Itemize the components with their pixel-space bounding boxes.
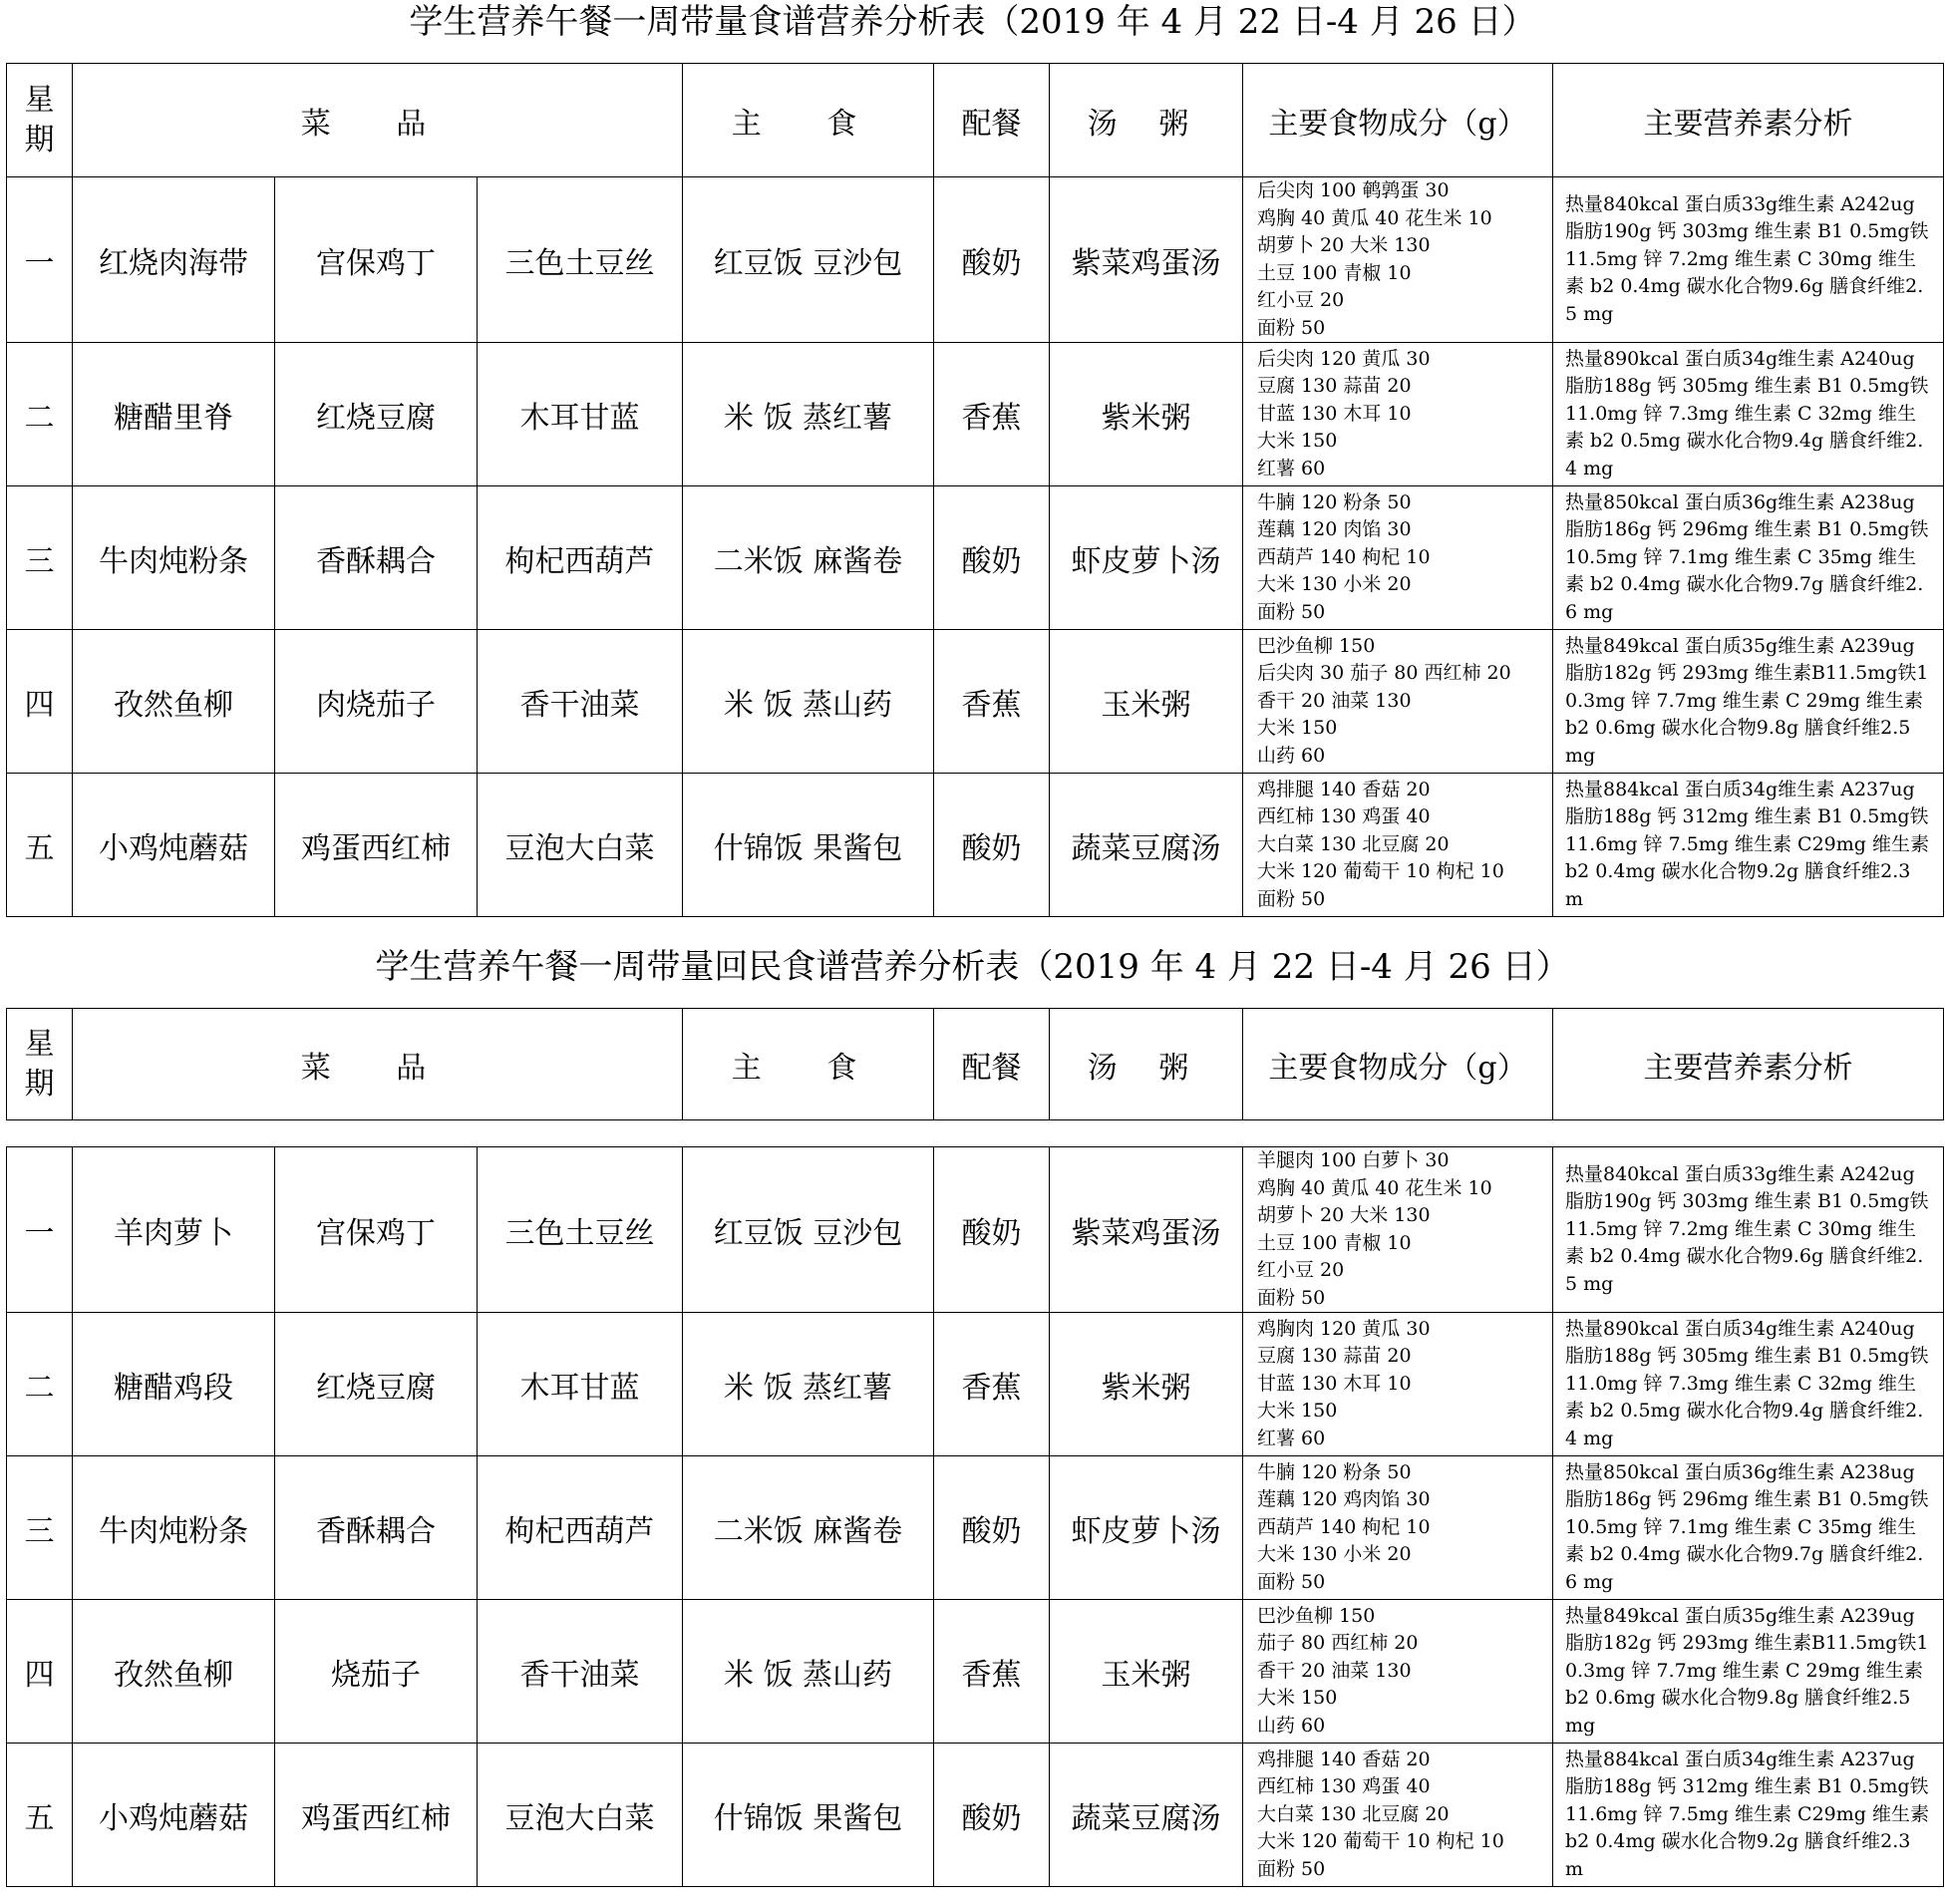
ingredient-line: 莲藕 120 肉馅 30 xyxy=(1257,518,1412,541)
header-soup-label: 汤 粥 xyxy=(1087,106,1205,142)
dish-cell: 孜然鱼柳 xyxy=(73,630,275,774)
dish-cell: 红烧豆腐 xyxy=(275,343,478,486)
ingredient-line: 鸡胸肉 120 黄瓜 30 xyxy=(1257,1317,1431,1340)
ingredient-line: 大米 150 xyxy=(1257,1400,1338,1423)
header-soup-label: 汤 粥 xyxy=(1087,1050,1205,1086)
ingredient-line: 大米 120 葡萄干 10 枸杞 10 xyxy=(1257,860,1504,883)
ingredient-line: 后尖肉 100 鹌鹑蛋 30 xyxy=(1257,179,1450,201)
header-staple xyxy=(683,1009,934,1120)
dish-cell: 三色土豆丝 xyxy=(478,177,683,343)
ingredient-line: 茄子 80 西红柿 20 xyxy=(1257,1632,1419,1655)
ingredient-line: 鸡排腿 140 香菇 20 xyxy=(1257,1747,1431,1770)
ingredient-line: 甘蓝 130 木耳 10 xyxy=(1257,1372,1412,1395)
side-cell: 香蕉 xyxy=(934,343,1050,486)
header-staple xyxy=(683,64,934,177)
soup-cell: 虾皮萝卜汤 xyxy=(1050,486,1243,630)
dish-cell: 香酥耦合 xyxy=(275,486,478,630)
ingredient-line: 大米 150 xyxy=(1257,717,1338,740)
table-row xyxy=(7,1744,1944,1887)
dish-cell: 枸杞西葫芦 xyxy=(478,1456,683,1600)
header-row xyxy=(7,1009,1944,1120)
table-row xyxy=(7,1600,1944,1744)
ingredient-line: 西葫芦 140 枸杞 10 xyxy=(1257,545,1431,568)
dish-cell: 鸡蛋西红柿 xyxy=(275,1744,478,1887)
table-row xyxy=(7,343,1944,486)
side-cell: 酸奶 xyxy=(934,177,1050,343)
soup-cell: 虾皮萝卜汤 xyxy=(1050,1456,1243,1600)
ingredient-line: 山药 60 xyxy=(1257,744,1326,767)
ingredient-line: 后尖肉 30 茄子 80 西红柿 20 xyxy=(1257,662,1511,685)
nutrition-cell: 热量884kcal 蛋白质34g维生素 A237ug脂肪188g 钙 312mg 维生素 B1 0.5mg铁 11.6mg 锌 7.5mg 维生素 C29mg 维生素 b2 0.4mg 碳水化合物9.2g 膳食纤维2.3 m xyxy=(1553,1744,1944,1887)
header-day xyxy=(7,1009,73,1120)
ingredient-line: 羊腿肉 100 白萝卜 30 xyxy=(1257,1149,1450,1171)
ingredients-cell xyxy=(1243,1313,1553,1456)
side-cell: 酸奶 xyxy=(934,1147,1050,1313)
day-cell: 一 xyxy=(7,177,73,343)
staple-cell: 红豆饭 豆沙包 xyxy=(683,177,934,343)
ingredient-line: 巴沙鱼柳 150 xyxy=(1257,1604,1376,1627)
nutrition-cell: 热量850kcal 蛋白质36g维生素 A238ug脂肪186g 钙 296mg 维生素 B1 0.5mg铁 10.5mg 锌 7.1mg 维生素 C 35mg 维生素 b2 0.4mg 碳水化合物9.7g 膳食纤维2.6 mg xyxy=(1553,486,1944,630)
staple-cell: 米 饭 蒸山药 xyxy=(683,1600,934,1744)
dish-cell: 牛肉炖粉条 xyxy=(73,1456,275,1600)
ingredient-line: 牛腩 120 粉条 50 xyxy=(1257,490,1412,513)
day-cell: 一 xyxy=(7,1147,73,1313)
ingredient-line: 大白菜 130 北豆腐 20 xyxy=(1257,832,1450,855)
header-dishes-label: 菜 品 xyxy=(300,106,455,142)
ingredient-line: 甘蓝 130 木耳 10 xyxy=(1257,402,1412,425)
table-title: 学生营养午餐一周带量食谱营养分析表（2019 年 4 月 22 日-4 月 26 日） xyxy=(409,2,1536,42)
ingredient-line: 豆腐 130 蒜苗 20 xyxy=(1257,375,1412,398)
staple-cell: 米 饭 蒸山药 xyxy=(683,630,934,774)
ingredient-line: 鸡排腿 140 香菇 20 xyxy=(1257,778,1431,800)
dish-cell: 鸡蛋西红柿 xyxy=(275,774,478,917)
nutrition-cell: 热量890kcal 蛋白质34g维生素 A240ug脂肪188g 钙 305mg 维生素 B1 0.5mg铁 11.0mg 锌 7.3mg 维生素 C 32mg 维生素 b2 0.5mg 碳水化合物9.4g 膳食纤维2.4 mg xyxy=(1553,1313,1944,1456)
ingredient-line: 红薯 60 xyxy=(1257,1427,1326,1449)
nutrition-cell: 热量850kcal 蛋白质36g维生素 A238ug脂肪186g 钙 296mg 维生素 B1 0.5mg铁 10.5mg 锌 7.1mg 维生素 C 35mg 维生素 b2 0.4mg 碳水化合物9.7g 膳食纤维2.6 mg xyxy=(1553,1456,1944,1600)
header-side-label: 配餐 xyxy=(961,106,1022,142)
ingredient-line: 香干 20 油菜 130 xyxy=(1257,1659,1412,1682)
ingredient-line: 大米 120 葡萄干 10 枸杞 10 xyxy=(1257,1830,1504,1853)
day-cell: 四 xyxy=(7,1600,73,1744)
ingredient-line: 牛腩 120 粉条 50 xyxy=(1257,1460,1412,1483)
nutrition-cell: 热量849kcal 蛋白质35g维生素 A239ug脂肪182g 钙 293mg 维生素B11.5mg铁10.3mg 锌 7.7mg 维生素 C 29mg 维生素 b2 0.6mg 碳水化合物9.8g 膳食纤维2.5 mg xyxy=(1553,630,1944,774)
header-row xyxy=(7,64,1944,177)
table-row xyxy=(7,630,1944,774)
side-cell: 香蕉 xyxy=(934,630,1050,774)
header-side xyxy=(934,1009,1050,1120)
table-row xyxy=(7,1313,1944,1456)
soup-cell: 蔬菜豆腐汤 xyxy=(1050,1744,1243,1887)
dish-cell: 肉烧茄子 xyxy=(275,630,478,774)
menu-table xyxy=(6,63,1944,917)
header-soup xyxy=(1050,1009,1243,1120)
ingredient-line: 大白菜 130 北豆腐 20 xyxy=(1257,1802,1450,1825)
ingredient-line: 胡萝卜 20 大米 130 xyxy=(1257,234,1431,256)
header-dishes xyxy=(73,1009,683,1120)
dish-cell: 香酥耦合 xyxy=(275,1456,478,1600)
soup-cell: 玉米粥 xyxy=(1050,630,1243,774)
dish-cell: 豆泡大白菜 xyxy=(478,774,683,917)
ingredient-line: 面粉 50 xyxy=(1257,600,1326,623)
ingredients-cell xyxy=(1243,774,1553,917)
ingredient-line: 面粉 50 xyxy=(1257,1570,1326,1593)
side-cell: 酸奶 xyxy=(934,1744,1050,1887)
side-cell: 香蕉 xyxy=(934,1600,1050,1744)
dish-cell: 木耳甘蓝 xyxy=(478,343,683,486)
dish-cell: 红烧肉海带 xyxy=(73,177,275,343)
header-ingredients-label: 主要食物成分（g） xyxy=(1268,106,1527,142)
header-side-label: 配餐 xyxy=(961,1050,1022,1086)
side-cell: 香蕉 xyxy=(934,1313,1050,1456)
dish-cell: 豆泡大白菜 xyxy=(478,1744,683,1887)
ingredients-cell xyxy=(1243,486,1553,630)
dish-cell: 小鸡炖蘑菇 xyxy=(73,1744,275,1887)
dish-cell: 羊肉萝卜 xyxy=(73,1147,275,1313)
soup-cell: 紫米粥 xyxy=(1050,1313,1243,1456)
header-nutrition xyxy=(1553,1009,1944,1120)
ingredient-line: 面粉 50 xyxy=(1257,316,1326,339)
staple-cell: 什锦饭 果酱包 xyxy=(683,1744,934,1887)
ingredient-line: 胡萝卜 20 大米 130 xyxy=(1257,1204,1431,1226)
dish-cell: 三色土豆丝 xyxy=(478,1147,683,1313)
table-row xyxy=(7,486,1944,630)
soup-cell: 紫菜鸡蛋汤 xyxy=(1050,177,1243,343)
ingredient-line: 面粉 50 xyxy=(1257,1286,1326,1309)
header-nutrition xyxy=(1553,64,1944,177)
soup-cell: 玉米粥 xyxy=(1050,1600,1243,1744)
dish-cell: 香干油菜 xyxy=(478,630,683,774)
staple-cell: 米 饭 蒸红薯 xyxy=(683,343,934,486)
header-dishes-label: 菜 品 xyxy=(300,1050,455,1086)
ingredients-cell xyxy=(1243,177,1553,343)
table-row xyxy=(7,1456,1944,1600)
staple-cell: 二米饭 麻酱卷 xyxy=(683,1456,934,1600)
ingredient-line: 鸡胸 40 黄瓜 40 花生米 10 xyxy=(1257,1176,1492,1199)
header-day xyxy=(7,64,73,177)
ingredient-line: 鸡胸 40 黄瓜 40 花生米 10 xyxy=(1257,206,1492,229)
nutrition-cell: 热量840kcal 蛋白质33g维生素 A242ug脂肪190g 钙 303mg 维生素 B1 0.5mg铁 11.5mg 锌 7.2mg 维生素 C 30mg 维生素 b2 0.4mg 碳水化合物9.6g 膳食纤维2.5 mg xyxy=(1553,1147,1944,1313)
spacer-row xyxy=(7,1120,1944,1147)
ingredient-line: 西葫芦 140 枸杞 10 xyxy=(1257,1515,1431,1538)
dish-cell: 宫保鸡丁 xyxy=(275,1147,478,1313)
side-cell: 酸奶 xyxy=(934,486,1050,630)
ingredient-line: 豆腐 130 蒜苗 20 xyxy=(1257,1345,1412,1368)
dish-cell: 木耳甘蓝 xyxy=(478,1313,683,1456)
side-cell: 酸奶 xyxy=(934,774,1050,917)
staple-cell: 什锦饭 果酱包 xyxy=(683,774,934,917)
day-cell: 五 xyxy=(7,1744,73,1887)
day-cell: 四 xyxy=(7,630,73,774)
ingredient-line: 巴沙鱼柳 150 xyxy=(1257,634,1376,657)
ingredient-line: 面粉 50 xyxy=(1257,887,1326,910)
ingredient-line: 西红柿 130 鸡蛋 40 xyxy=(1257,1775,1431,1798)
ingredients-cell xyxy=(1243,343,1553,486)
dish-cell: 糖醋里脊 xyxy=(73,343,275,486)
dish-cell: 小鸡炖蘑菇 xyxy=(73,774,275,917)
table-row xyxy=(7,1147,1944,1313)
ingredient-line: 面粉 50 xyxy=(1257,1857,1326,1880)
ingredient-line: 土豆 100 青椒 10 xyxy=(1257,261,1412,284)
header-day-label: 星期 xyxy=(24,1026,55,1102)
dish-cell: 烧茄子 xyxy=(275,1600,478,1744)
ingredient-line: 红薯 60 xyxy=(1257,457,1326,479)
ingredients-cell xyxy=(1243,1147,1553,1313)
soup-cell: 蔬菜豆腐汤 xyxy=(1050,774,1243,917)
table-row xyxy=(7,774,1944,917)
soup-cell: 紫菜鸡蛋汤 xyxy=(1050,1147,1243,1313)
ingredients-cell xyxy=(1243,1456,1553,1600)
header-day-label: 星期 xyxy=(24,82,55,158)
dish-cell: 牛肉炖粉条 xyxy=(73,486,275,630)
dish-cell: 香干油菜 xyxy=(478,1600,683,1744)
soup-cell: 紫米粥 xyxy=(1050,343,1243,486)
header-ingredients xyxy=(1243,1009,1553,1120)
nutrition-cell: 热量890kcal 蛋白质34g维生素 A240ug脂肪188g 钙 305mg 维生素 B1 0.5mg铁 11.0mg 锌 7.3mg 维生素 C 32mg 维生素 b2 0.5mg 碳水化合物9.4g 膳食纤维2.4 mg xyxy=(1553,343,1944,486)
ingredient-line: 土豆 100 青椒 10 xyxy=(1257,1231,1412,1254)
dish-cell: 孜然鱼柳 xyxy=(73,1600,275,1744)
table-title: 学生营养午餐一周带量回民食谱营养分析表（2019 年 4 月 22 日-4 月 26 日） xyxy=(375,947,1570,987)
menu-table xyxy=(6,1008,1944,1887)
staple-cell: 红豆饭 豆沙包 xyxy=(683,1147,934,1313)
ingredient-line: 香干 20 油菜 130 xyxy=(1257,689,1412,712)
ingredient-line: 大米 150 xyxy=(1257,1687,1338,1710)
ingredient-line: 红小豆 20 xyxy=(1257,1259,1345,1281)
ingredient-line: 大米 150 xyxy=(1257,430,1338,453)
ingredient-line: 红小豆 20 xyxy=(1257,289,1345,311)
staple-cell: 米 饭 蒸红薯 xyxy=(683,1313,934,1456)
header-ingredients-label: 主要食物成分（g） xyxy=(1268,1050,1527,1086)
nutrition-cell: 热量884kcal 蛋白质34g维生素 A237ug脂肪188g 钙 312mg 维生素 B1 0.5mg铁 11.6mg 锌 7.5mg 维生素 C29mg 维生素 b2 0.4mg 碳水化合物9.2g 膳食纤维2.3 m xyxy=(1553,774,1944,917)
staple-cell: 二米饭 麻酱卷 xyxy=(683,486,934,630)
header-side xyxy=(934,64,1050,177)
nutrition-cell: 热量849kcal 蛋白质35g维生素 A239ug脂肪182g 钙 293mg 维生素B11.5mg铁10.3mg 锌 7.7mg 维生素 C 29mg 维生素 b2 0.6mg 碳水化合物9.8g 膳食纤维2.5 mg xyxy=(1553,1600,1944,1744)
nutrition-cell: 热量840kcal 蛋白质33g维生素 A242ug脂肪190g 钙 303mg 维生素 B1 0.5mg铁 11.5mg 锌 7.2mg 维生素 C 30mg 维生素 b2 0.4mg 碳水化合物9.6g 膳食纤维2.5 mg xyxy=(1553,177,1944,343)
dish-cell: 枸杞西葫芦 xyxy=(478,486,683,630)
ingredient-line: 后尖肉 120 黄瓜 30 xyxy=(1257,347,1431,370)
ingredients-cell xyxy=(1243,1600,1553,1744)
ingredient-line: 山药 60 xyxy=(1257,1714,1326,1737)
day-cell: 五 xyxy=(7,774,73,917)
day-cell: 三 xyxy=(7,1456,73,1600)
side-cell: 酸奶 xyxy=(934,1456,1050,1600)
dish-cell: 宫保鸡丁 xyxy=(275,177,478,343)
header-soup xyxy=(1050,64,1243,177)
header-staple-label: 主 食 xyxy=(731,1050,885,1086)
header-dishes xyxy=(73,64,683,177)
ingredient-line: 莲藕 120 鸡肉馅 30 xyxy=(1257,1488,1431,1511)
header-nutrition-label: 主要营养素分析 xyxy=(1643,106,1853,142)
header-nutrition-label: 主要营养素分析 xyxy=(1643,1050,1853,1086)
ingredient-line: 西红柿 130 鸡蛋 40 xyxy=(1257,805,1431,828)
dish-cell: 红烧豆腐 xyxy=(275,1313,478,1456)
dish-cell: 糖醋鸡段 xyxy=(73,1313,275,1456)
day-cell: 二 xyxy=(7,1313,73,1456)
day-cell: 三 xyxy=(7,486,73,630)
header-staple-label: 主 食 xyxy=(731,106,885,142)
header-ingredients xyxy=(1243,64,1553,177)
ingredient-line: 大米 130 小米 20 xyxy=(1257,573,1412,596)
ingredient-line: 大米 130 小米 20 xyxy=(1257,1543,1412,1566)
day-cell: 二 xyxy=(7,343,73,486)
ingredients-cell xyxy=(1243,630,1553,774)
ingredients-cell xyxy=(1243,1744,1553,1887)
table-row xyxy=(7,177,1944,343)
